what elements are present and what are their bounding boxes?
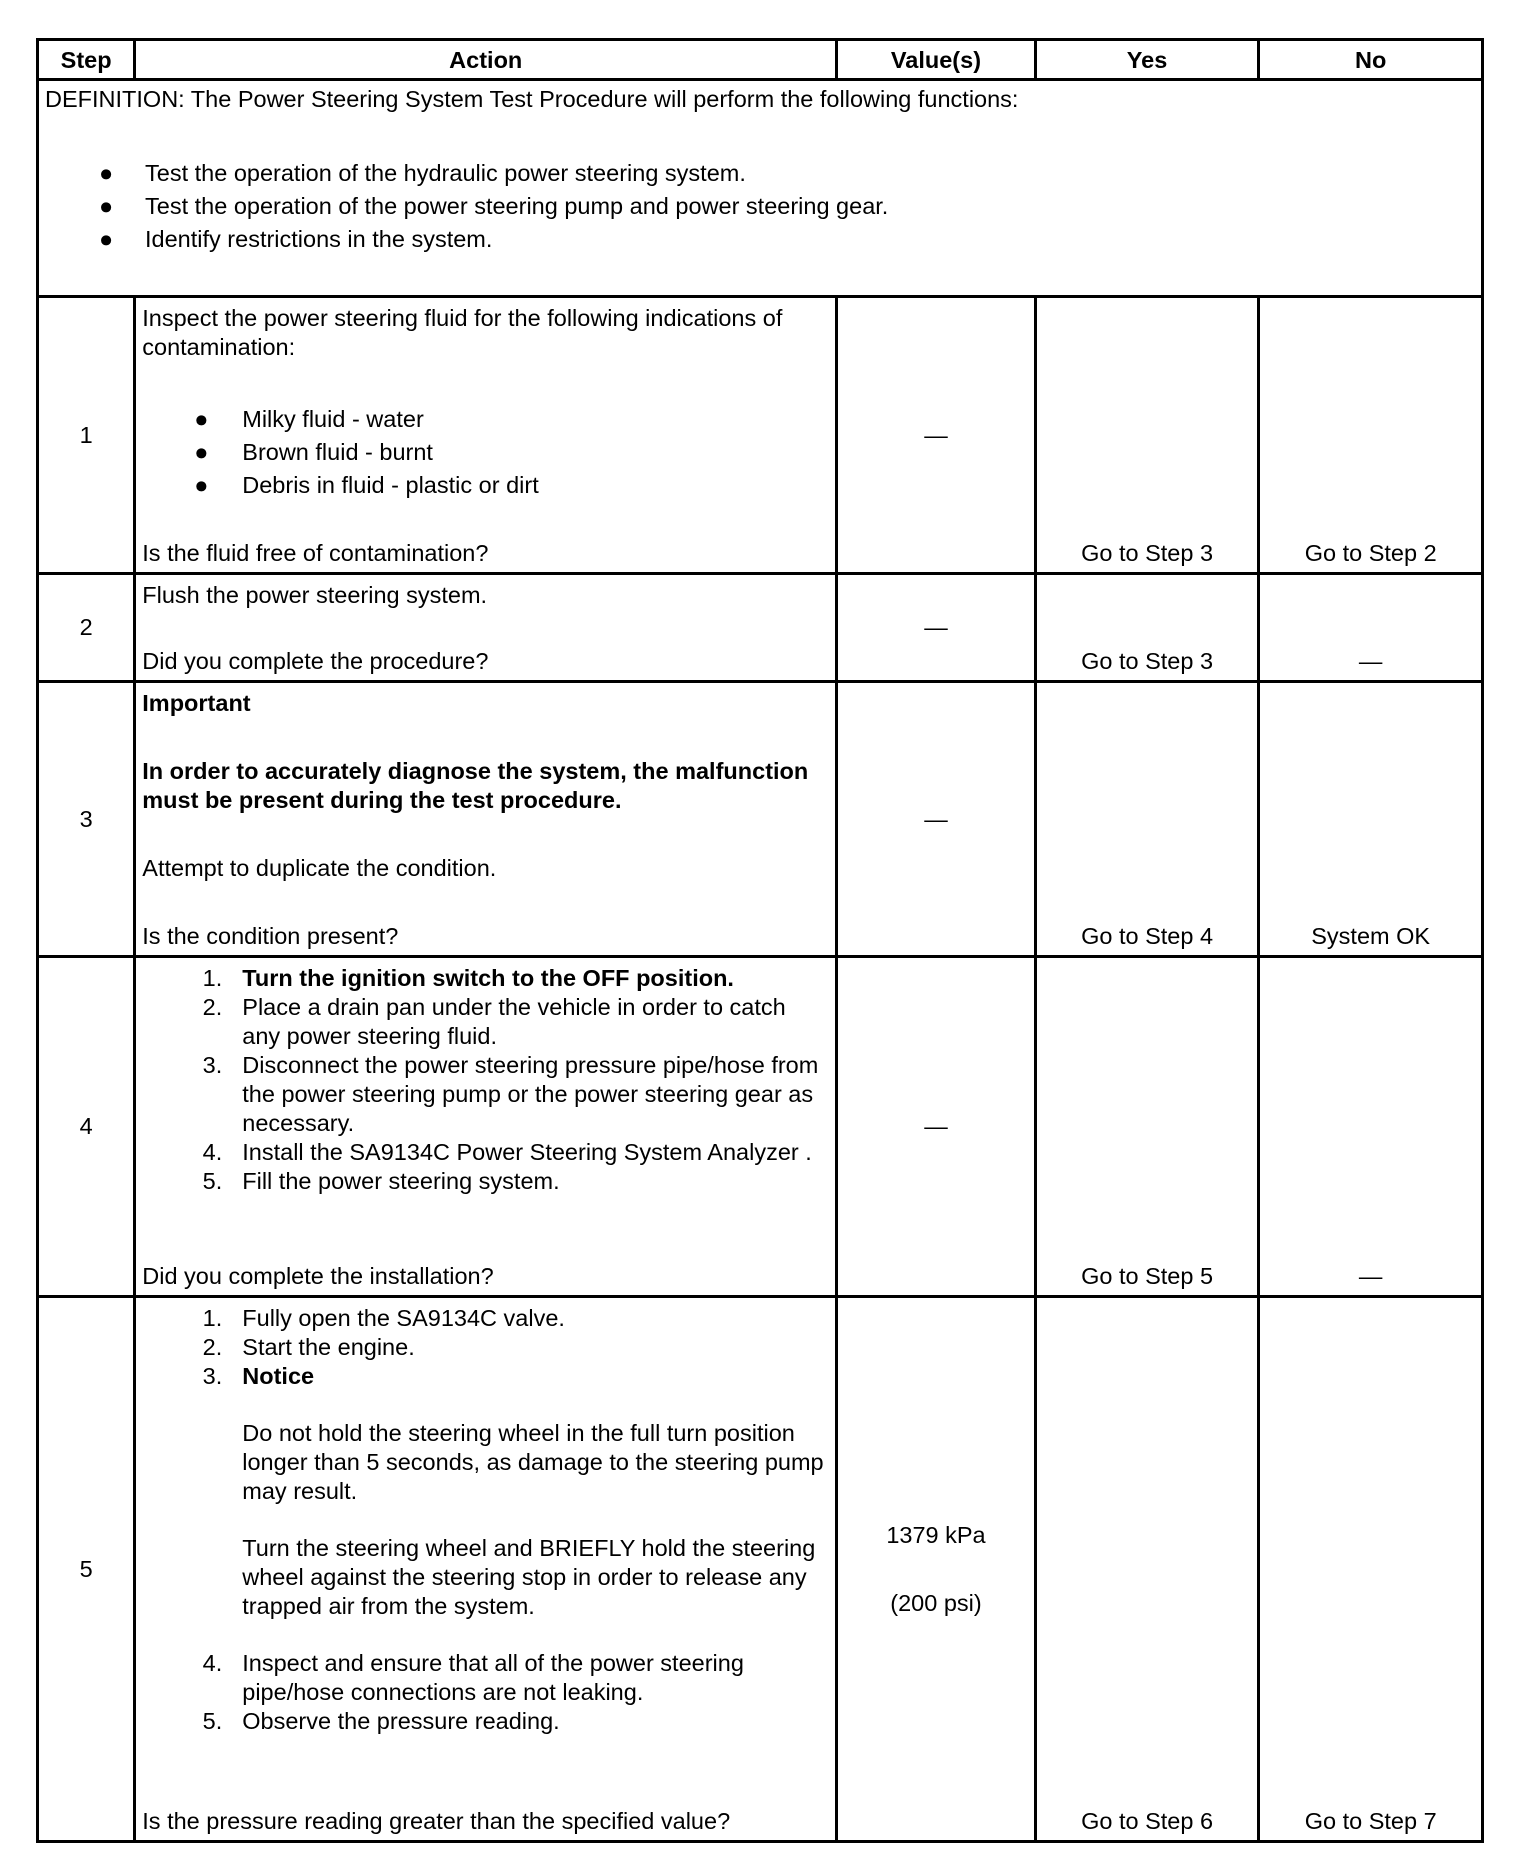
action-question: Is the pressure reading greater than the specified value? [142,1808,731,1834]
value-cell: — [837,574,1036,682]
action-question: Did you complete the installation? [142,1263,494,1289]
action-cell [135,1297,837,1842]
action-text: Flush the power steering system. [142,582,488,608]
definition-cell [38,80,1483,297]
header-row [38,40,1483,80]
step-number: 1 [38,297,135,574]
numbered-item: 2. Start the engine. [202,1334,415,1360]
header-step: Step [38,40,135,80]
numbered-item: 5. Fill the power steering system. [202,1168,560,1194]
diagnostic-table-sheet [36,38,1484,1840]
table-row [38,1297,1483,1842]
value-cell: — [837,297,1036,574]
action-text: Attempt to duplicate the condition. [142,855,497,881]
action-cell [135,297,837,574]
action-cell [135,682,837,957]
bullet-icon: ● [194,439,209,465]
numbered-item: 1. Fully open the SA9134C valve. [202,1305,565,1331]
numbered-item: 1. Turn the ignition switch to the OFF position. [202,965,734,991]
yes-cell [1035,1297,1259,1842]
important-text: In order to accurately diagnose the system, the malfunction must be present during the test procedure. [142,758,809,813]
action-intro: Inspect the power steering fluid for the following indications of contamination: [142,305,783,360]
numbered-item: 5. Observe the pressure reading. [202,1708,560,1734]
yes-cell [1035,297,1259,574]
bullet-icon: ● [194,472,209,498]
yes-result: Go to Step 5 [1081,1263,1214,1289]
numbered-item: 4. Install the SA9134C Power Steering System Analyzer . [202,1139,812,1165]
table-row [38,957,1483,1297]
yes-cell [1035,957,1259,1297]
no-result: — [1358,648,1383,674]
no-cell [1259,682,1483,957]
value-kpa: 1379 kPa [886,1521,986,1548]
value-cell: — [837,682,1036,957]
numbered-item: 2. Place a drain pan under the vehicle in order to catch any power steering fluid. [202,994,786,1049]
no-cell [1259,957,1483,1297]
value-cell: — [837,957,1036,1297]
header-yes: Yes [1035,40,1259,80]
action-question: Is the fluid free of contamination? [142,540,489,566]
diagnostic-table [36,38,1484,1843]
notice-label: Notice [242,1363,315,1389]
yes-cell [1035,574,1259,682]
definition-bullet: ● Test the operation of the hydraulic power steering system. [99,160,746,186]
definition-bullet: ● Identify restrictions in the system. [99,226,493,252]
no-cell [1259,1297,1483,1842]
turn-instruction: Turn the steering wheel and BRIEFLY hold the steering wheel against the steering stop in order to release any trapped air from the system. [242,1535,816,1619]
bullet-icon: ● [99,226,114,252]
action-bullet: ● Milky fluid - water [194,406,424,432]
no-result: Go to Step 7 [1304,1808,1437,1834]
numbered-item: 4. Inspect and ensure that all of the power steering pipe/hose connections are not leaking. [202,1650,744,1705]
numbered-item: 3. Notice [202,1363,315,1389]
notice-text: Do not hold the steering wheel in the full turn position longer than 5 seconds, as damage to the steering pump may result. [242,1420,824,1504]
no-result: System OK [1311,923,1431,949]
action-bullet: ● Debris in fluid - plastic or dirt [194,472,539,498]
action-cell [135,574,837,682]
header-values: Value(s) [837,40,1036,80]
step-number: 3 [38,682,135,957]
definition-row [38,80,1483,297]
table-row [38,574,1483,682]
value-psi: (200 psi) [890,1589,982,1616]
no-result: — [1358,1263,1383,1289]
no-cell [1259,297,1483,574]
definition-intro: DEFINITION: The Power Steering System Test Procedure will perform the following functions: [45,86,1019,112]
yes-result: Go to Step 4 [1081,923,1214,949]
header-no: No [1259,40,1483,80]
yes-cell [1035,682,1259,957]
no-cell [1259,574,1483,682]
definition-bullet: ● Test the operation of the power steering pump and power steering gear. [99,193,889,219]
yes-result: Go to Step 3 [1081,648,1214,674]
bullet-icon: ● [99,193,114,219]
no-result: Go to Step 2 [1304,540,1437,566]
table-row [38,297,1483,574]
step-number: 4 [38,957,135,1297]
action-cell [135,957,837,1297]
important-label: Important [142,690,251,716]
header-action: Action [135,40,837,80]
bullet-icon: ● [99,160,114,186]
numbered-item: 3. Disconnect the power steering pressure pipe/hose from the power steering pump or the power steering gear as necessary. [202,1052,819,1136]
value-cell [837,1297,1036,1842]
action-bullet: ● Brown fluid - burnt [194,439,433,465]
bullet-icon: ● [194,406,209,432]
action-question: Is the condition present? [142,923,399,949]
yes-result: Go to Step 6 [1081,1808,1214,1834]
yes-result: Go to Step 3 [1081,540,1214,566]
table-row [38,682,1483,957]
action-question: Did you complete the procedure? [142,648,489,674]
step-number: 2 [38,574,135,682]
step-number: 5 [38,1297,135,1842]
